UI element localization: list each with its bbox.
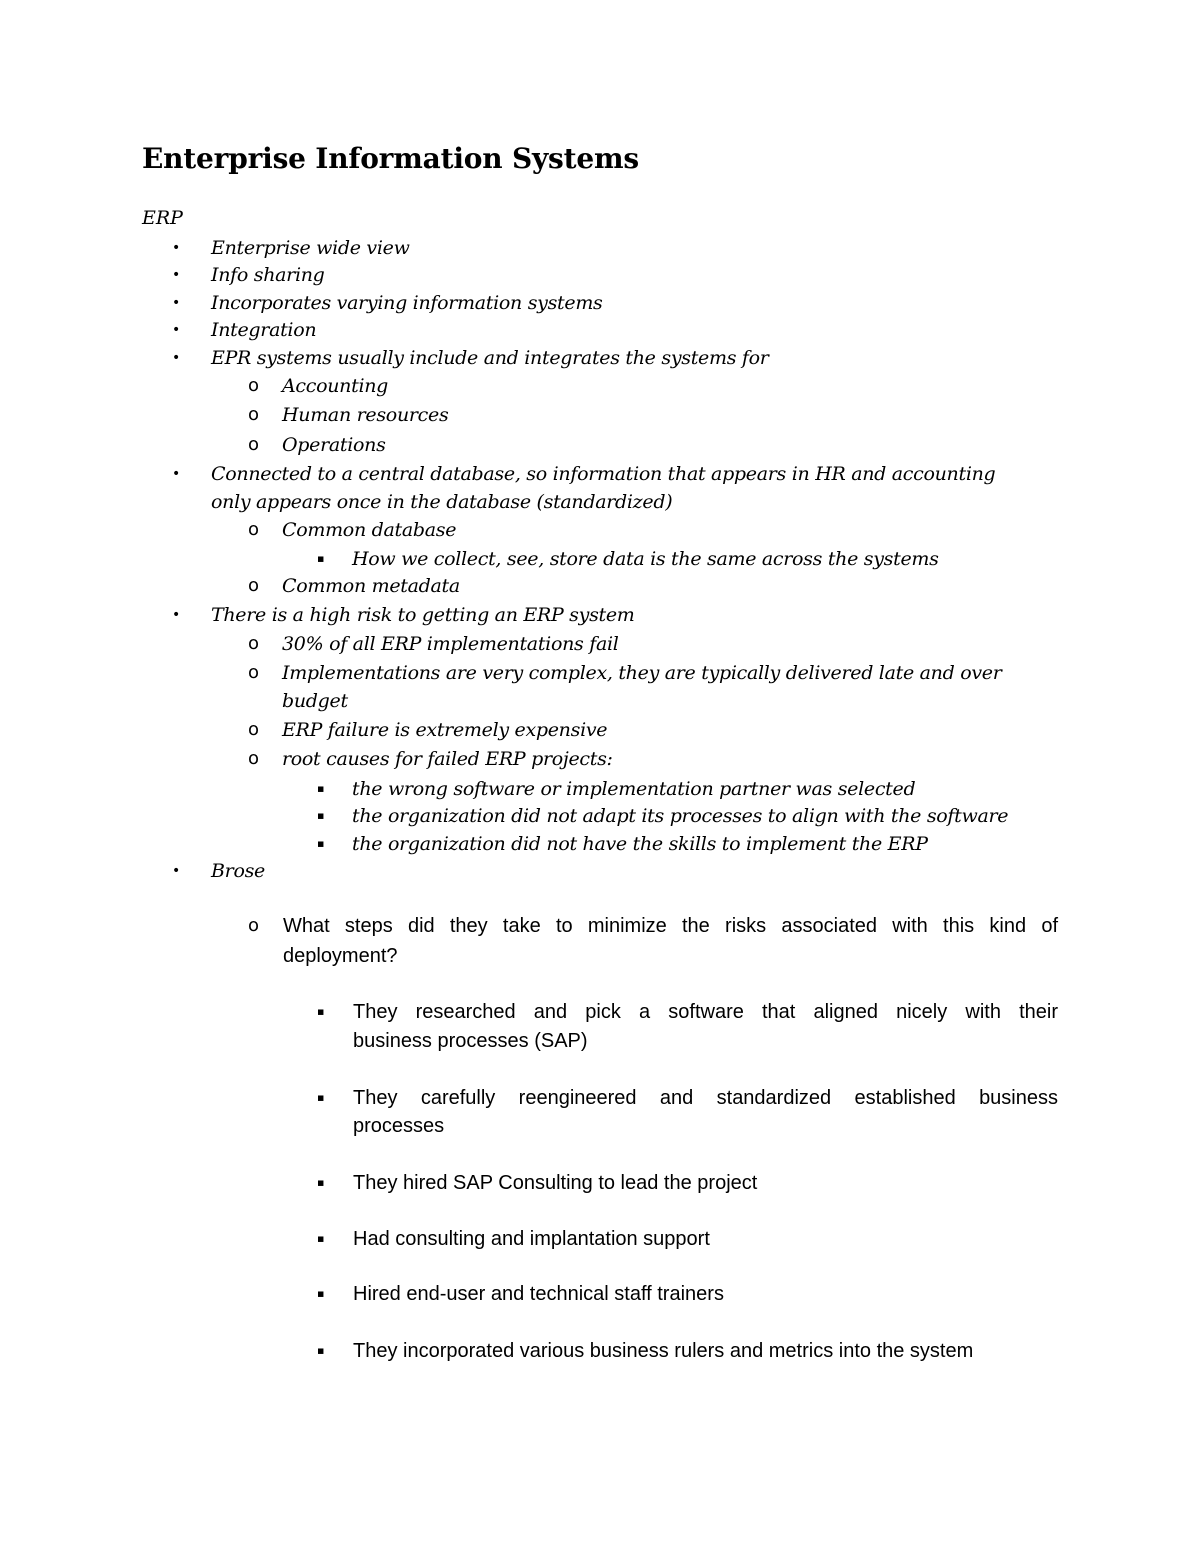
list-item: Common database [282,519,457,541]
list-item: They incorporated various business rulers and metrics into the system [353,1340,974,1362]
circle-bullet-icon: o [248,375,260,396]
list-item: Common metadata [282,575,460,597]
square-bullet-icon: ▪ [317,837,325,850]
bullet-icon: • [172,607,181,623]
circle-bullet-icon: o [248,633,260,654]
square-bullet-icon: ▪ [317,809,325,822]
circle-bullet-icon: o [248,404,260,425]
list-item: Operations [282,434,386,456]
question-text: What steps did they take to minimize the risks associated with this kind of [283,915,1058,937]
bullet-icon: • [172,322,181,338]
section-heading: ERP [142,207,183,229]
list-item: Accounting [282,375,389,397]
question-continuation: deployment? [283,945,398,967]
list-item: the organization did not have the skills to implement the ERP [352,833,928,855]
list-item-continuation: only appears once in the database (standardized) [211,491,673,513]
bullet-icon: • [172,863,181,879]
bullet-icon: • [172,240,181,256]
circle-bullet-icon: o [248,748,260,769]
bullet-icon: • [172,350,181,366]
square-bullet-icon: ▪ [317,1344,325,1357]
document-title: Enterprise Information Systems [142,142,639,175]
list-item: the organization did not adapt its processes to align with the software [352,805,1009,827]
list-item: Integration [211,319,317,341]
list-item: How we collect, see, store data is the same across the systems [352,548,939,570]
list-item: They carefully reengineered and standardized established business [353,1087,1058,1109]
list-item-continuation: processes [353,1115,445,1137]
list-item: Brose [211,860,265,882]
list-item: Had consulting and implantation support [353,1228,710,1250]
list-item: EPR systems usually include and integrates the systems for [211,347,769,369]
square-bullet-icon: ▪ [317,1287,325,1300]
list-item: They hired SAP Consulting to lead the project [353,1172,758,1194]
list-item: 30% of all ERP implementations fail [282,633,619,655]
list-item-continuation: business processes (SAP) [353,1030,588,1052]
list-item: Enterprise wide view [211,237,410,259]
square-bullet-icon: ▪ [317,1091,325,1104]
list-item: the wrong software or implementation partner was selected [352,778,916,800]
list-item: Connected to a central database, so information that appears in HR and accounting [211,463,996,485]
square-bullet-icon: ▪ [317,552,325,565]
list-item: Incorporates varying information systems [211,292,603,314]
circle-bullet-icon: o [248,434,260,455]
circle-bullet-icon: o [248,915,260,936]
list-item: Human resources [282,404,449,426]
square-bullet-icon: ▪ [317,1176,325,1189]
bullet-icon: • [172,466,181,482]
list-item: root causes for failed ERP projects: [282,748,613,770]
list-item: Implementations are very complex, they are typically delivered late and over [282,662,1002,684]
circle-bullet-icon: o [248,519,260,540]
circle-bullet-icon: o [248,575,260,596]
list-item: ERP failure is extremely expensive [282,719,608,741]
square-bullet-icon: ▪ [317,782,325,795]
list-item: Hired end-user and technical staff trainers [353,1283,724,1305]
circle-bullet-icon: o [248,662,260,683]
square-bullet-icon: ▪ [317,1232,325,1245]
list-item: Info sharing [211,264,325,286]
bullet-icon: • [172,267,181,283]
square-bullet-icon: ▪ [317,1005,325,1018]
bullet-icon: • [172,295,181,311]
list-item: There is a high risk to getting an ERP system [211,604,635,626]
list-item: They researched and pick a software that aligned nicely with their [353,1001,1058,1023]
list-item-continuation: budget [282,690,348,712]
circle-bullet-icon: o [248,719,260,740]
